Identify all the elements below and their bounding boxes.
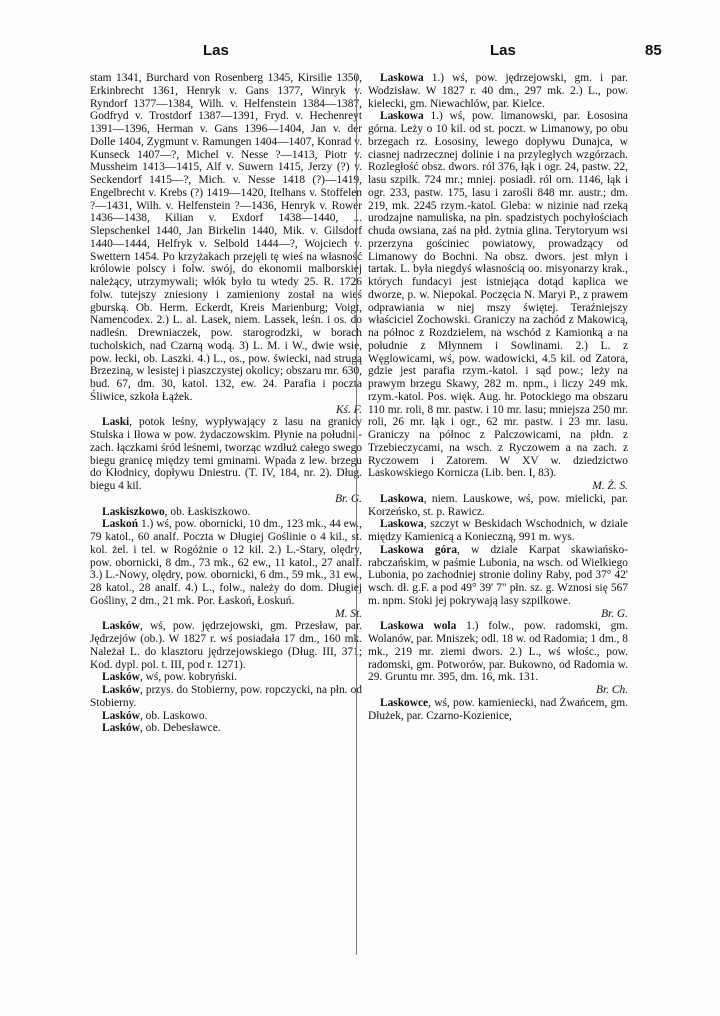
entry-text: 1.) folw., pow. radomski, gm. Wolanów, par. Mniszek; odl. 18 w. od Radomia; 1 dm., 8 mk., 219 mr. ziemi dwors. 2.) L., wś włośc., pow. radomski, gm. Potworów, par. Bukowno, od Radomia w. 29. Gruntu mr. 395, dm. 16, mk. 131. xyxy=(368,620,628,684)
dictionary-entry xyxy=(368,72,628,110)
entry-text: , przys. do Stobierny, pow. ropczycki, na płn. od Stobierny. xyxy=(90,684,362,709)
entry-signature: Br. G. xyxy=(335,492,362,505)
dictionary-entry xyxy=(368,110,628,493)
entry-text: 1.) wś, pow. obornicki, 10 dm., 123 mk., 44 ew., 79 katol., 60 analf. Poczta w Długiej Goślinie o 4 kil., st. kol. żel. i tel. w Rogóżnie o 12 kil. 2.) L.-Stary, olędry, pow. obornicki, 8 dm., 73 mk., 62 ew., 11 katol., 27 analf. 3.) L.-Nowy, olędry, pow. obornicki, 6 dm., 59 mk., 31 ew., 28 katol., 28 analf. 4.) L., folw., należy do dom. Długiej Gośliny, 2 dm., 21 mk. Por. Łaskoń, Łoskuń. xyxy=(90,518,362,607)
entry-text: , w dziale Karpat skawiańsko-rabczańskim, w paśmie Lubonia, na wsch. od Wielkiego Lubonia, po zachodniej stronie doliny Raby, pod 37° 42' wsch. dł. g.F. a pod 49° 39' 7" płn. sz. g. Wznosi się 567 m. npm. Stoki jej pokrywają lasy szpilkowe. xyxy=(368,543,628,607)
entry-text: , wś, pow. jędrzejowski, gm. Przesław, par. Jędrzejów (ob.). W 1827 r. wś posiadała 17 dm., 160 mk. Należał L. do klasztoru jędrzejowskiego (Dług. III, 371; Kod. dypl. pol. t. III, pod r. 1271). xyxy=(90,620,362,671)
dictionary-entry xyxy=(90,710,362,723)
column-divider xyxy=(356,75,357,955)
left-column xyxy=(90,72,362,735)
entry-text: , wś, pow. kamieniecki, nad Żwańcem, gm. Dłużek, par. Czarno-Kozienice, xyxy=(368,696,628,722)
entry-text: , wś, pow. kobryński. xyxy=(139,671,238,684)
dictionary-entry xyxy=(90,416,362,505)
entry-text: , potok leśny, wypływający z lasu na granicy Stulska i Iłowa w pow. żydaczowskim. Płynie na południ.-zach. łączkami śród leśnemi, tworząc wzdłuż całego swego biegu granicę między temi gminami. Wpada z lew. brzegu do Kłodnicy, dopływu Dniestru. (T. IV, 184, nr. 2). Dług. biegu 4 kil. xyxy=(90,416,362,492)
entry-text: , ob. Laskowo. xyxy=(139,709,208,722)
dictionary-entry xyxy=(90,506,362,519)
dictionary-entry xyxy=(368,493,628,519)
dictionary-entry xyxy=(90,518,362,620)
entry-text: , szczyt w Beskidach Wschodnich, w dziale między Kamienicą a Konieczną, 991 m. wys. xyxy=(368,518,628,543)
page-number: 85 xyxy=(645,42,662,59)
entry-headword: Laskowa xyxy=(380,72,424,84)
entry-signature: Br. G. xyxy=(601,607,628,620)
entry-headword: Laskowa xyxy=(380,518,424,531)
entry-headword: Laskowce xyxy=(380,696,429,709)
entry-text: , ob. Łaskiszkowo. xyxy=(164,505,251,518)
running-head-left: Las xyxy=(203,42,229,59)
entry-headword: Lasków xyxy=(102,684,140,696)
dictionary-entry xyxy=(368,518,628,544)
entry-headword: Laskowa wola xyxy=(380,620,457,633)
entry-headword: Laski xyxy=(102,416,130,429)
entry-text: stam 1341, Burchard von Rosenberg 1345, Kirsilie 1350, Erkinbrecht 1361, Henryk v. Gans 1377, Winryk v. Ryndorf 1377—1384, Wilh. v. Helfenstein 1384—1387, Godfryd v. Trostdorf 1387—1391, Fryd. v. Hechenreyt 1391—1396, Herman v. Gans 1396—1404, Jan v. der Dolle 1404, Zygmunt v. Ramungen 1404—1407, Konrad v. Kunseck 1407—?, Michel v. Nesse ?—1413, Piotr v. Mussheim 1413—1415, Alf v. Suwern 1415, Jerzy (?) v. Seckendorf 1415—?, Mich. v. Nesse 1418 (?)—1419, Engelbrecht v. Krebs (?) 1419—1420, Itelhans v. Stoffelen ?—1431, Wilh. v. Helfenstein ?—1436, Henryk v. Rower 1436—1438, Kilian v. Exdorf 1438—1440, ... Slepschenkel 1440, Jan Birkelin 1440, Mik. v. Gilsdorf 1440—1444, Helfryk v. Selbold 1444—?, Wojciech v. Swettern 1454. Po krzyżakach przejęli tę wieś na własność królowie polscy i folw. swój, do ekonomii malborskiej należący, utrzymywali; włók było tu wtedy 25. R. 1726 folw. tutejszy zniesiony i zamieniony został na wieś gburską. Ob. Herm. Eckerdt, Kreis Marienburg; Voigt, Namencodex. 2.) L. al. Lasek, niem. Lassek, leśn. i os. do nadleśn. Drewniaczek, pow. starogrodzki, w borach tucholskich, nad Czarną wodą. 3) L. M. i W., dwie wsie, pow. łecki, ob. Laszki. 4.) L., os., pow. świecki, nad strugą Brzeziną, w lesistej i piaszczystej okolicy; obszaru mr. 630, bud. 67, dm. 30, katol. 132, ew. 24. Parafia i poczta Śliwice, szkoła Łążek. xyxy=(90,72,362,403)
entry-text: , niem. Lauskowe, wś, pow. mielicki, par. Korzeńsko, st. p. Rawicz. xyxy=(368,492,628,518)
dictionary-entry xyxy=(90,671,362,684)
entry-signature: M. Ż. S. xyxy=(592,480,628,492)
entry-signature: Kś. F. xyxy=(335,403,362,416)
entry-signature: M. St. xyxy=(335,607,362,620)
dictionary-entry xyxy=(90,620,362,671)
entry-signature: Br. Ch. xyxy=(596,684,628,696)
dictionary-entry xyxy=(90,72,362,416)
entry-headword: Laskowa xyxy=(380,110,424,123)
entry-text: 1.) wś, pow. jędrzejowski, gm. i par. Wodzisław. W 1827 r. 40 dm., 297 mk. 2.) L., pow. kielecki, gm. Niewachlów, par. Kielce. xyxy=(368,72,628,110)
entry-text: , ob. Debesławce. xyxy=(139,722,221,735)
dictionary-entry xyxy=(90,722,362,735)
entry-headword: Laskoń xyxy=(102,518,139,531)
entry-headword: Laskiszkowo xyxy=(102,505,165,518)
entry-headword: Laskowa góra xyxy=(380,543,458,556)
entry-headword: Lasków xyxy=(102,722,140,735)
dictionary-entry xyxy=(368,620,628,697)
right-column xyxy=(368,72,628,722)
entry-headword: Lasków xyxy=(102,620,140,633)
entry-headword: Lasków xyxy=(102,709,140,722)
dictionary-entry xyxy=(368,697,628,723)
dictionary-entry xyxy=(368,544,628,621)
dictionary-entry xyxy=(90,684,362,710)
entry-headword: Lasków xyxy=(102,671,140,684)
running-head-right: Las xyxy=(490,42,516,59)
entry-text: 1.) wś, pow. limanowski, par. Łososina górna. Leży o 10 kil. od st. poczt. w Limanowy, po obu brzegach rz. Łososiny, lewego dopływu Dunajca, w ciasnej nadrzecznej dolinie i na przyległych wzgórzach. Rozległość obsz. dwors. ról 376, łąk i ogr. 24, pastw. 22, lasu szpilk. 724 mr.; mniej. posiadł. ról orn. 1146, łąk i ogr. 233, pastw. 175, lasu i zarośli 848 mr. austr.; dm. 219, mk. 2245 rzym.-katol. Gleba: w nizinie nad rzeką urodzajne namuliska, na płn. spadzistych pochyłościach chuda owsiana, zaś na płd. żytnia glina. Terytoryum wsi przerzyna gościniec powiatowy, prowadzący od Limanowy do Bochni. Na obsz. dwors. jest młyn i tartak. L. była niegdyś własnością oo. misyonarzy krak., których fundacyi jest istniejąca dotąd kaplica we dworze, p. w. Niepokal. Poczęcia N. Maryi P., z prawem odprawiania w niej mszy świętej. Teraźniejszy właściciel Zochowski. Graniczy na zachód z Makowicą, na północ z Rozdzielem, na wschód z Kamionką a na południe z Młynnem i Sowlinami. 2.) L. z Węglowicami, wś, pow. wadowicki, 4.5 kil. od Zatora, gdzie jest parafia rzym.-katol. i sąd pow.; leży na prawym brzegu Skawy, 282 m. npm., i liczy 249 mk. rzym.-katol. Pos. więk. Aug. hr. Potockiego ma obszaru 110 mr. roli, 8 mr. pastw. i 10 mr. lasu; mniejsza 250 mr. roli, 26 mr. łąk i ogr., 62 mr. pastw. i 23 mr. lasu. Graniczy na północ z Palczowicami, na płdn. z Trzebieczycami, na wsch. z Ryczowem a na zach. z Ryczowem i Zatorem. W XV w. dziedzictwo Laskowskiego Kornicza (Lib. ben. I, 83). xyxy=(368,110,628,480)
entry-headword: Laskowa xyxy=(380,492,424,505)
